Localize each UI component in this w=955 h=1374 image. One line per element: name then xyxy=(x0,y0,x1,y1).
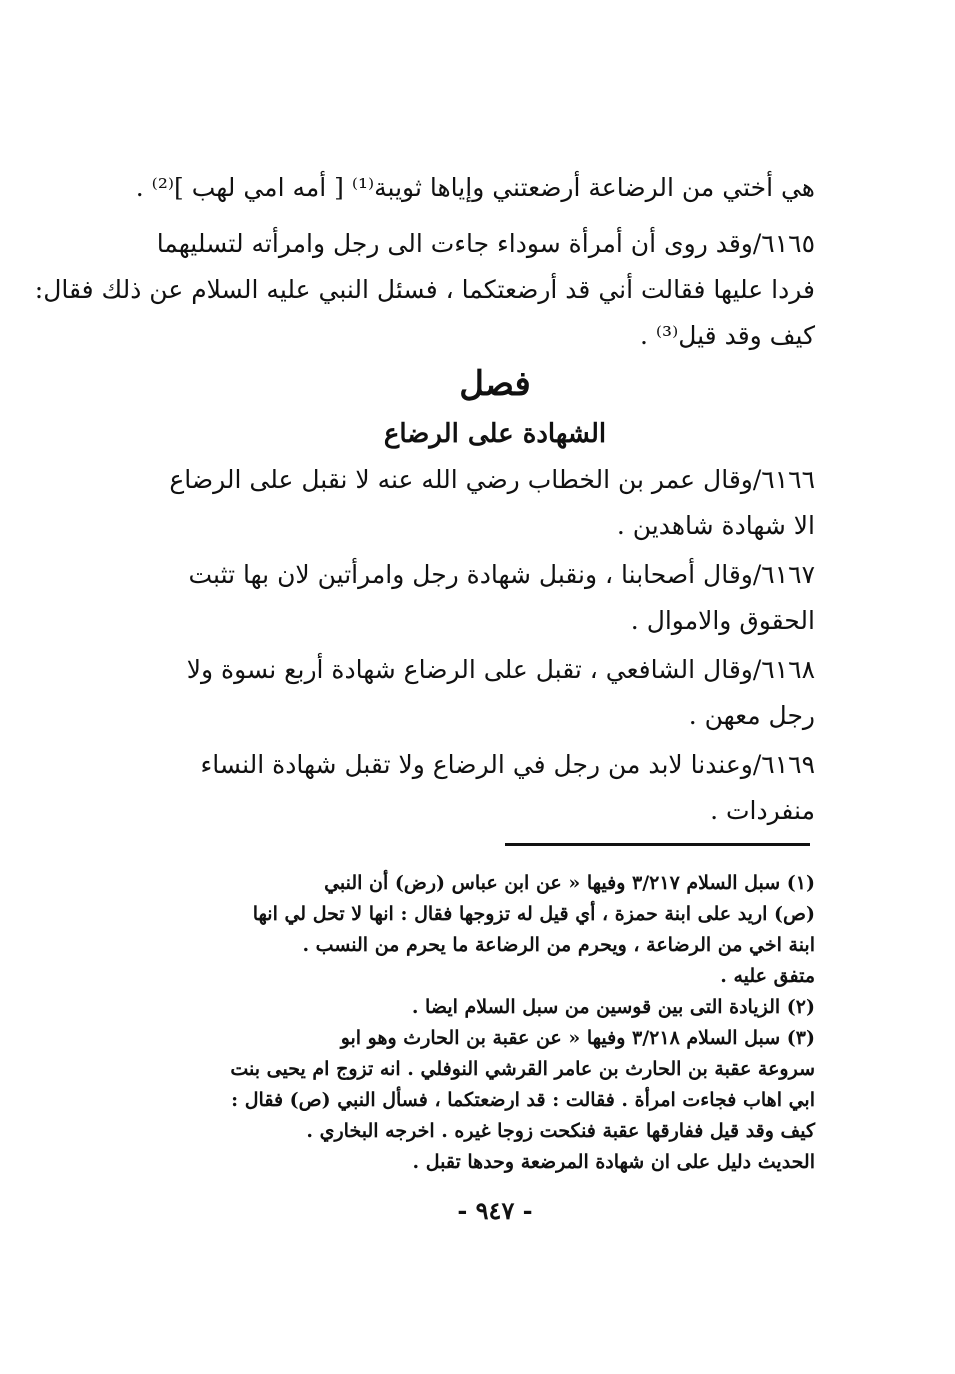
text-line: ٦١٦٧/وقال أصحابنا ، ونقبل شهادة رجل وامرأتين لان بها تثبت xyxy=(188,560,815,589)
footnote-line: (١) سبل السلام ٣/٢١٧ وفيها « عن ابن عباس (رض) أن النبي xyxy=(324,872,815,894)
text-line: منفردات . xyxy=(710,796,815,825)
text-line: ٦١٦٦/وقال عمر بن الخطاب رضي الله عنه لا نقبل على الرضاع xyxy=(169,465,815,494)
text-line: الحقوق والاموال . xyxy=(630,606,815,635)
paragraph-6168 xyxy=(175,647,815,739)
text-line: هي أختي من الرضاعة أرضعتني وإياها ثويبة⁽¹⁾ [ أمه امي لهب ]⁽²⁾ . xyxy=(135,173,815,202)
footnote-line: سروعة عقبة بن الحارث بن عامر القرشي النوفلي . انه تزوج ام يحيى بنت xyxy=(230,1058,815,1080)
paragraph-continuation xyxy=(135,165,815,211)
footnote-line: متفق عليه . xyxy=(720,965,815,987)
footnote-3 xyxy=(175,1023,815,1178)
paragraph-6165 xyxy=(34,221,815,359)
footnote-line: (٢) الزيادة التى بين قوسين من سبل السلام ايضا . xyxy=(411,996,815,1018)
paragraph-6169 xyxy=(175,742,815,834)
footnote-1 xyxy=(175,868,815,992)
text-line: ٦١٦٥/وقد روى أن أمرأة سوداء جاءت الى رجل وامرأته لتسليهما xyxy=(156,229,815,258)
footnote-line: كيف وقد قيل ففارقها عقبة فنكحت زوجا غيره . اخرجه البخاري . xyxy=(306,1120,815,1142)
text-line: فردا عليها فقالت أني قد أرضعتكما ، فسئل النبي عليه السلام عن ذلك فقال: xyxy=(34,275,815,304)
paragraph-6166 xyxy=(169,457,815,549)
footnote-line: ابي اهاب فجاءت امرأة . فقالت : قد ارضعتكما ، فسأل النبي (ص) فقال : xyxy=(231,1089,815,1111)
text-line: ٦١٦٨/وقال الشافعي ، تقبل على الرضاع شهادة أربع نسوة ولا xyxy=(186,655,815,684)
footnote-line: (٣) سبل السلام ٣/٢١٨ وفيها « عن عقبة بن الحارث وهو ابو xyxy=(340,1027,815,1049)
section-title: فصل xyxy=(459,364,531,404)
footnote-2 xyxy=(175,992,815,1023)
footnote-separator xyxy=(505,843,810,846)
text-line: كيف وقد قيل⁽³⁾ . xyxy=(639,321,815,350)
text-line: الا شهادة شاهدين . xyxy=(616,511,815,540)
footnote-line: (ص) اريد على ابنة حمزة ، أي قيل له تزوجها فقال : انها لا تحل لي انها xyxy=(252,903,815,925)
paragraph-6167 xyxy=(175,552,815,644)
footnote-line: الحديث دليل على ان شهادة المرضعة وحدها تقبل . xyxy=(412,1151,815,1173)
section-subtitle: الشهادة على الرضاع xyxy=(383,419,607,449)
page-number: - ٩٤٧ - xyxy=(457,1196,533,1225)
text-line: ٦١٦٩/وعندنا لابد من رجل في الرضاع ولا تقبل شهادة النساء xyxy=(200,750,815,779)
footnote-line: ابنة اخي من الرضاعة ، ويحرم من الرضاعة ما يحرم من النسب . xyxy=(302,934,815,956)
text-line: رجل معهن . xyxy=(688,701,815,730)
